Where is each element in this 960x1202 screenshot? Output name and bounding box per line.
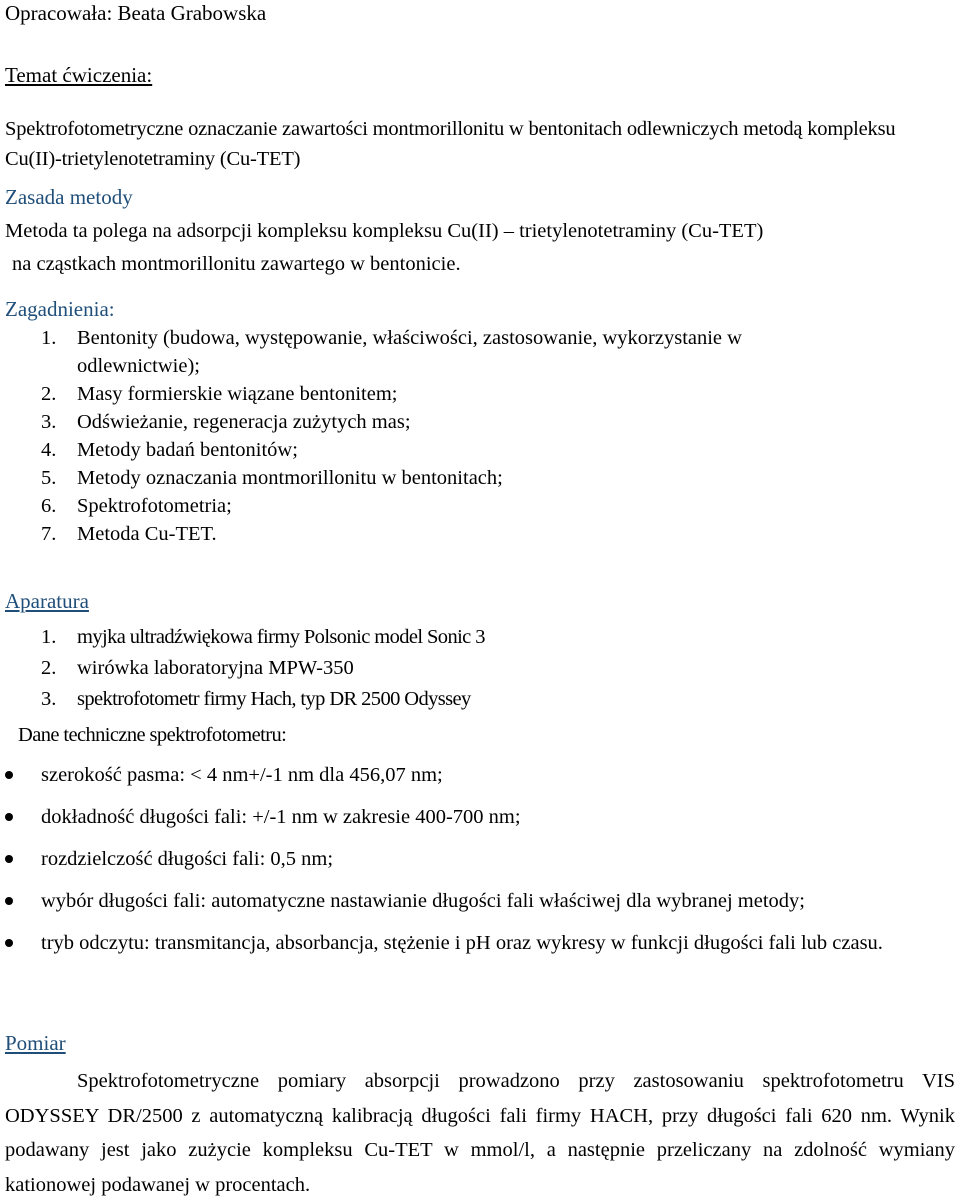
issues-item-continuation — [41, 352, 742, 380]
item-number: 5. — [41, 467, 57, 489]
apparatus-list — [41, 622, 485, 715]
item-number: 6. — [41, 495, 57, 517]
item-number: 1. — [41, 626, 57, 648]
issues-item — [41, 520, 742, 548]
measurement-text: Spektrofotometryczne pomiary absorpcji prowadzono przy zastosowaniu spektrofotometru VIS ODYSSEY DR/2500 z automatyczną kalibracją długości fali firmy HACH, przy długości fali 620 nm. Wynik podawany jest jako zużycie kompleksu Cu-TET w mmol/l, a następnie przeliczany na zdolność wymiany kationowej podawanej w procentach. — [5, 1070, 955, 1196]
tech-data-heading: Dane techniczne spektrofotometru: — [18, 724, 287, 746]
spec-item — [5, 884, 955, 918]
item-number: 7. — [41, 523, 57, 545]
item-text: Spektrofotometria; — [77, 495, 232, 517]
item-text: Metody oznaczania montmorillonitu w bentonitach; — [77, 467, 503, 489]
principle-heading: Zasada metody — [5, 185, 133, 209]
spec-text: dokładność długości fali: +/-1 nm w zakresie 400-700 nm; — [41, 806, 521, 828]
bullet-icon — [5, 771, 13, 779]
item-number: 2. — [41, 657, 57, 679]
principle-line-1: Metoda ta polega na adsorpcji kompleksu kompleksu Cu(II) – trietylenotetraminy (Cu-TET) — [5, 220, 764, 242]
item-number: 1. — [41, 327, 57, 349]
issues-item — [41, 380, 742, 408]
principle-line-2: na cząstkach montmorillonitu zawartego w bentonicie. — [12, 253, 461, 275]
spec-item — [5, 842, 955, 876]
issues-heading: Zagadnienia: — [5, 297, 115, 321]
item-number: 3. — [41, 688, 57, 710]
spec-item — [5, 926, 955, 960]
item-text: wirówka laboratoryjna MPW-350 — [77, 657, 354, 679]
spec-text: rozdzielczość długości fali: 0,5 nm; — [41, 848, 334, 870]
bullet-icon — [5, 813, 13, 821]
bullet-icon — [5, 939, 13, 947]
issues-item — [41, 408, 742, 436]
item-text: Bentonity (budowa, występowanie, właściwości, zastosowanie, wykorzystanie w — [77, 327, 742, 349]
issues-item — [41, 324, 742, 352]
item-number: 4. — [41, 439, 57, 461]
apparatus-item — [41, 684, 485, 715]
apparatus-item — [41, 622, 485, 653]
item-text: myjka ultradźwiękowa firmy Polsonic model Sonic 3 — [77, 626, 485, 648]
issues-list — [41, 324, 742, 548]
item-text: Metoda Cu-TET. — [77, 523, 217, 545]
issues-item — [41, 436, 742, 464]
spec-text: szerokość pasma: < 4 nm+/-1 nm dla 456,07 nm; — [41, 764, 443, 786]
apparatus-item — [41, 653, 485, 684]
item-text: spektrofotometr firmy Hach, typ DR 2500 Odyssey — [77, 688, 471, 710]
spec-text: wybór długości fali: automatyczne nastawianie długości fali właściwej dla wybranej metody; — [41, 890, 805, 912]
topic-text: Spektrofotometryczne oznaczanie zawartości montmorillonitu w bentonitach odlewniczych metodą kompleksu Cu(II)-trietylenotetraminy (Cu-TET) — [5, 118, 896, 170]
item-text: Masy formierskie wiązane bentonitem; — [77, 383, 398, 405]
item-number: 2. — [41, 383, 57, 405]
item-text: Metody badań bentonitów; — [77, 439, 298, 461]
measurement-heading: Pomiar — [5, 1031, 66, 1055]
item-number: 3. — [41, 411, 57, 433]
author-line: Opracowała: Beata Grabowska — [5, 1, 267, 25]
topic-heading: Temat ćwiczenia: — [5, 63, 153, 87]
bullet-icon — [5, 855, 13, 863]
spec-text: tryb odczytu: transmitancja, absorbancja, stężenie i pH oraz wykresy w funkcji długości fali lub czasu. — [41, 932, 883, 954]
item-text: odlewnictwie); — [77, 355, 200, 377]
spec-list — [5, 758, 955, 968]
item-text: Odświeżanie, regeneracja zużytych mas; — [77, 411, 411, 433]
spec-item — [5, 800, 955, 834]
issues-item — [41, 464, 742, 492]
issues-item — [41, 492, 742, 520]
bullet-icon — [5, 897, 13, 905]
apparatus-heading: Aparatura — [5, 589, 89, 613]
spec-item — [5, 758, 955, 792]
